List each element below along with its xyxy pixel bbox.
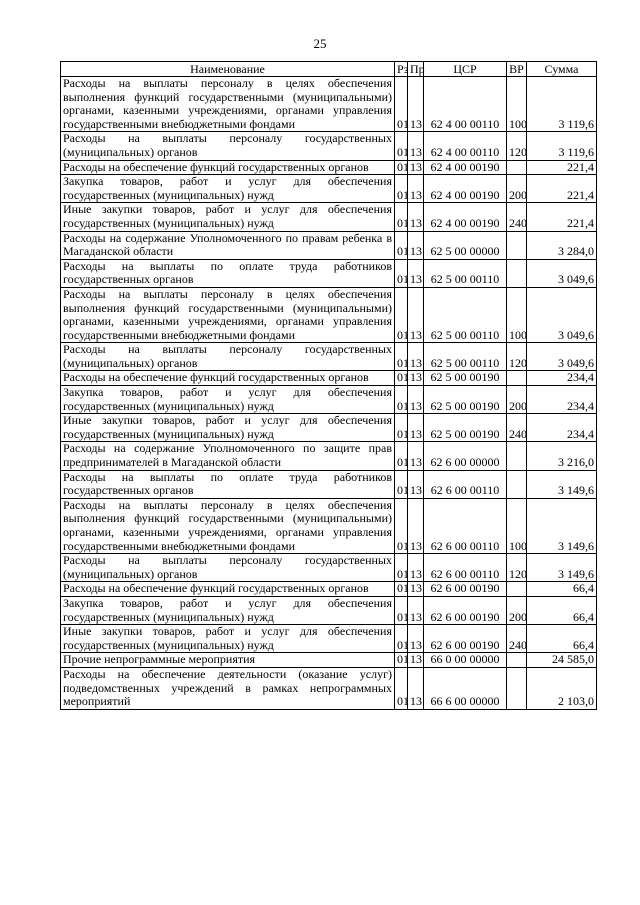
cell-csr: 62 5 00 00110 [424, 259, 507, 287]
cell-name: Прочие непрограммные мероприятия [61, 653, 395, 668]
header-vr: ВР [507, 62, 527, 77]
cell-csr: 62 6 00 00190 [424, 596, 507, 624]
cell-csr: 62 4 00 00190 [424, 203, 507, 231]
table-row [61, 203, 597, 231]
cell-sum: 221,4 [527, 160, 597, 175]
cell-name: Расходы на выплаты персоналу государственных (муниципальных) органов [61, 343, 395, 371]
cell-vr: 100 [507, 498, 527, 553]
table-row [61, 625, 597, 653]
table-row [61, 582, 597, 597]
table-row [61, 371, 597, 386]
cell-sum: 2 103,0 [527, 667, 597, 709]
cell-csr: 62 4 00 00190 [424, 160, 507, 175]
cell-rz: 01 [395, 442, 408, 470]
cell-vr [507, 231, 527, 259]
cell-vr [507, 371, 527, 386]
cell-rz: 01 [395, 667, 408, 709]
cell-vr: 200 [507, 386, 527, 414]
cell-vr: 120 [507, 132, 527, 160]
cell-name: Иные закупки товаров, работ и услуг для обеспечения государственных (муниципальных) нужд [61, 414, 395, 442]
table-row [61, 414, 597, 442]
cell-rz: 01 [395, 259, 408, 287]
cell-sum: 3 149,6 [527, 554, 597, 582]
cell-rz: 01 [395, 231, 408, 259]
table-row [61, 498, 597, 553]
cell-pr: 13 [408, 231, 424, 259]
cell-vr: 120 [507, 554, 527, 582]
cell-name: Иные закупки товаров, работ и услуг для обеспечения государственных (муниципальных) нужд [61, 203, 395, 231]
cell-pr: 13 [408, 175, 424, 203]
cell-csr: 62 5 00 00110 [424, 287, 507, 342]
table-row [61, 160, 597, 175]
table-row [61, 132, 597, 160]
table-row [61, 653, 597, 668]
cell-pr: 13 [408, 582, 424, 597]
cell-pr: 13 [408, 554, 424, 582]
cell-sum: 3 049,6 [527, 259, 597, 287]
cell-pr: 13 [408, 203, 424, 231]
cell-sum: 3 284,0 [527, 231, 597, 259]
cell-csr: 66 0 00 00000 [424, 653, 507, 668]
cell-vr: 100 [507, 287, 527, 342]
budget-table [60, 61, 597, 710]
cell-rz: 01 [395, 343, 408, 371]
cell-name: Расходы на выплаты персоналу в целях обеспечения выполнения функций государственными (муниципальными) органами, казенными учреждениями, органами управления государственными внебюджетными фондами [61, 287, 395, 342]
cell-rz: 01 [395, 77, 408, 132]
cell-rz: 01 [395, 498, 408, 553]
cell-csr: 66 6 00 00000 [424, 667, 507, 709]
cell-pr: 13 [408, 259, 424, 287]
table-row [61, 667, 597, 709]
header-rz: Рз [395, 62, 408, 77]
cell-csr: 62 4 00 00110 [424, 77, 507, 132]
table-row [61, 77, 597, 132]
table-row [61, 596, 597, 624]
cell-pr: 13 [408, 132, 424, 160]
header-name: Наименование [61, 62, 395, 77]
cell-csr: 62 6 00 00110 [424, 554, 507, 582]
cell-pr: 13 [408, 442, 424, 470]
cell-vr: 120 [507, 343, 527, 371]
cell-rz: 01 [395, 470, 408, 498]
cell-vr [507, 470, 527, 498]
cell-rz: 01 [395, 625, 408, 653]
cell-rz: 01 [395, 582, 408, 597]
cell-rz: 01 [395, 132, 408, 160]
cell-sum: 3 216,0 [527, 442, 597, 470]
cell-name: Закупка товаров, работ и услуг для обеспечения государственных (муниципальных) нужд [61, 596, 395, 624]
cell-csr: 62 6 00 00190 [424, 582, 507, 597]
cell-sum: 66,4 [527, 582, 597, 597]
cell-rz: 01 [395, 414, 408, 442]
cell-name: Закупка товаров, работ и услуг для обеспечения государственных (муниципальных) нужд [61, 386, 395, 414]
cell-sum: 3 149,6 [527, 498, 597, 553]
table-row [61, 442, 597, 470]
cell-sum: 3 149,6 [527, 470, 597, 498]
cell-name: Расходы на обеспечение функций государственных органов [61, 371, 395, 386]
cell-pr: 13 [408, 498, 424, 553]
cell-sum: 234,4 [527, 371, 597, 386]
table-row [61, 287, 597, 342]
cell-pr: 13 [408, 625, 424, 653]
table-header-row [61, 62, 597, 77]
cell-csr: 62 6 00 00110 [424, 498, 507, 553]
cell-name: Расходы на обеспечение деятельности (оказание услуг) подведомственных учреждений в рамках непрограммных мероприятий [61, 667, 395, 709]
cell-pr: 13 [408, 414, 424, 442]
cell-name: Расходы на выплаты по оплате труда работников государственных органов [61, 259, 395, 287]
cell-name: Расходы на содержание Уполномоченного по правам ребенка в Магаданской области [61, 231, 395, 259]
table-row [61, 231, 597, 259]
cell-pr: 13 [408, 470, 424, 498]
cell-pr: 13 [408, 596, 424, 624]
cell-csr: 62 5 00 00190 [424, 371, 507, 386]
cell-rz: 01 [395, 596, 408, 624]
cell-sum: 234,4 [527, 386, 597, 414]
cell-vr: 240 [507, 414, 527, 442]
cell-sum: 3 119,6 [527, 132, 597, 160]
cell-sum: 221,4 [527, 175, 597, 203]
cell-vr [507, 667, 527, 709]
cell-name: Закупка товаров, работ и услуг для обеспечения государственных (муниципальных) нужд [61, 175, 395, 203]
header-pr: Пр [408, 62, 424, 77]
cell-vr [507, 160, 527, 175]
cell-rz: 01 [395, 386, 408, 414]
table-row [61, 259, 597, 287]
cell-vr: 240 [507, 625, 527, 653]
table-row [61, 554, 597, 582]
cell-csr: 62 4 00 00110 [424, 132, 507, 160]
cell-pr: 13 [408, 371, 424, 386]
cell-pr: 13 [408, 667, 424, 709]
cell-vr [507, 653, 527, 668]
table-body [61, 77, 597, 710]
cell-rz: 01 [395, 287, 408, 342]
cell-sum: 234,4 [527, 414, 597, 442]
cell-pr: 13 [408, 386, 424, 414]
cell-rz: 01 [395, 653, 408, 668]
cell-name: Расходы на выплаты персоналу государственных (муниципальных) органов [61, 554, 395, 582]
cell-vr [507, 442, 527, 470]
cell-vr: 100 [507, 77, 527, 132]
header-sum: Сумма [527, 62, 597, 77]
cell-name: Расходы на выплаты персоналу государственных (муниципальных) органов [61, 132, 395, 160]
cell-csr: 62 5 00 00190 [424, 386, 507, 414]
cell-csr: 62 4 00 00190 [424, 175, 507, 203]
cell-name: Расходы на обеспечение функций государственных органов [61, 582, 395, 597]
cell-vr [507, 259, 527, 287]
cell-pr: 13 [408, 287, 424, 342]
cell-csr: 62 5 00 00190 [424, 414, 507, 442]
page-number: 25 [313, 36, 327, 51]
cell-sum: 66,4 [527, 625, 597, 653]
cell-vr [507, 582, 527, 597]
cell-csr: 62 5 00 00000 [424, 231, 507, 259]
cell-rz: 01 [395, 160, 408, 175]
cell-csr: 62 6 00 00110 [424, 470, 507, 498]
cell-name: Расходы на обеспечение функций государственных органов [61, 160, 395, 175]
cell-name: Иные закупки товаров, работ и услуг для обеспечения государственных (муниципальных) нужд [61, 625, 395, 653]
cell-name: Расходы на выплаты по оплате труда работников государственных органов [61, 470, 395, 498]
cell-vr: 200 [507, 175, 527, 203]
cell-name: Расходы на содержание Уполномоченного по защите прав предпринимателей в Магаданской области [61, 442, 395, 470]
cell-vr: 200 [507, 596, 527, 624]
cell-csr: 62 6 00 00000 [424, 442, 507, 470]
cell-name: Расходы на выплаты персоналу в целях обеспечения выполнения функций государственными (муниципальными) органами, казенными учреждениями, органами управления государственными внебюджетными фондами [61, 498, 395, 553]
cell-sum: 66,4 [527, 596, 597, 624]
cell-sum: 3 119,6 [527, 77, 597, 132]
cell-csr: 62 5 00 00110 [424, 343, 507, 371]
cell-name: Расходы на выплаты персоналу в целях обеспечения выполнения функций государственными (муниципальными) органами, казенными учреждениями, органами управления государственными внебюджетными фондами [61, 77, 395, 132]
cell-csr: 62 6 00 00190 [424, 625, 507, 653]
cell-pr: 13 [408, 653, 424, 668]
cell-sum: 24 585,0 [527, 653, 597, 668]
cell-rz: 01 [395, 371, 408, 386]
cell-sum: 221,4 [527, 203, 597, 231]
cell-sum: 3 049,6 [527, 287, 597, 342]
cell-rz: 01 [395, 175, 408, 203]
header-csr: ЦСР [424, 62, 507, 77]
cell-pr: 13 [408, 343, 424, 371]
cell-vr: 240 [507, 203, 527, 231]
table-row [61, 343, 597, 371]
table-row [61, 386, 597, 414]
table-row [61, 470, 597, 498]
cell-rz: 01 [395, 554, 408, 582]
cell-rz: 01 [395, 203, 408, 231]
cell-pr: 13 [408, 160, 424, 175]
cell-pr: 13 [408, 77, 424, 132]
table-row [61, 175, 597, 203]
cell-sum: 3 049,6 [527, 343, 597, 371]
